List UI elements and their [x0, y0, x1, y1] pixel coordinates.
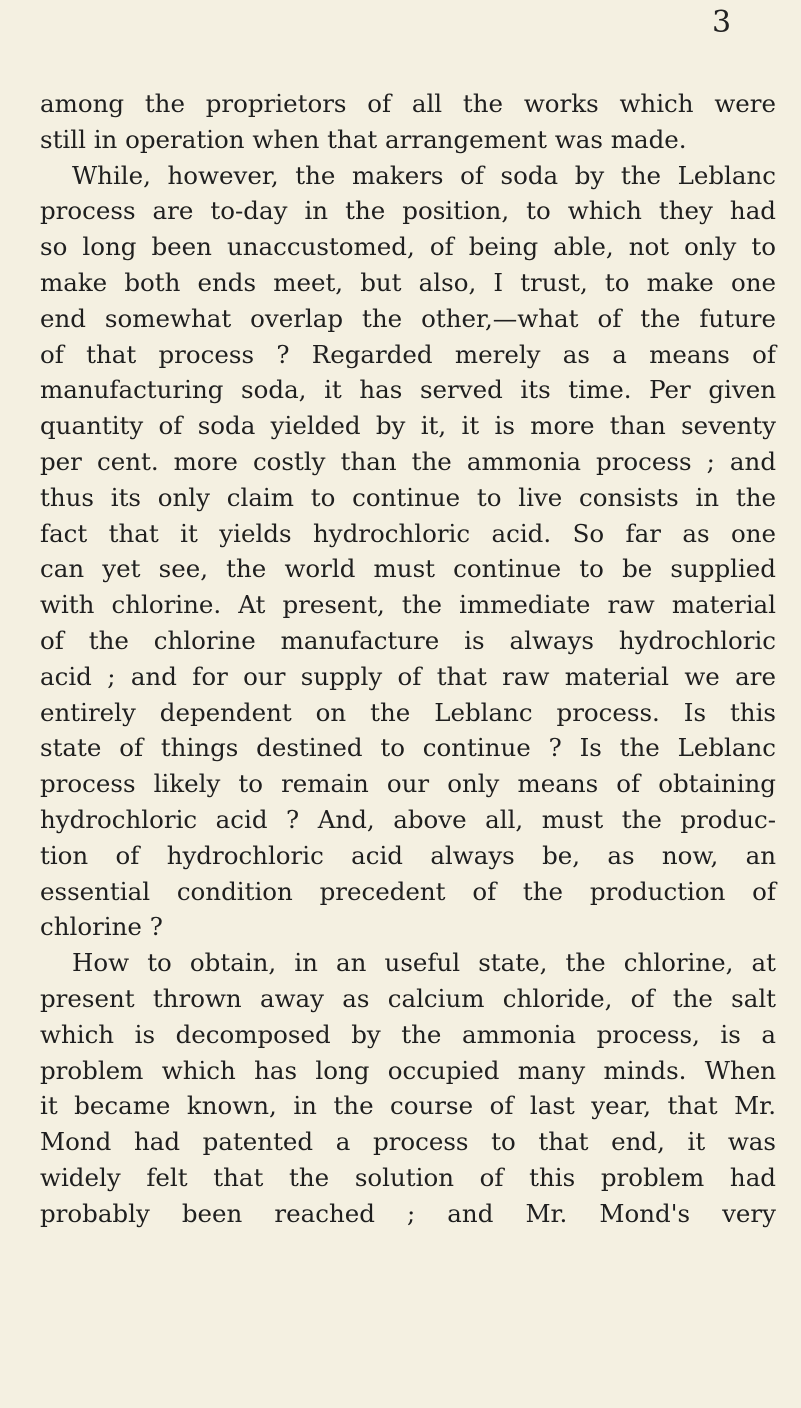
text-line: manufacturing soda, it has served its time. Per given: [40, 375, 776, 405]
text-line: tion of hydrochloric acid always be, as now, an: [40, 840, 776, 870]
text-line: make both ends meet, but also, I trust, to make one: [40, 267, 776, 297]
text-line: While, however, the makers of soda by the Leblanc: [72, 160, 776, 190]
text-line: so long been unaccustomed, of being able, not only to: [40, 232, 776, 262]
text-line: quantity of soda yielded by it, it is more than seventy: [40, 411, 776, 441]
text-line: widely felt that the solution of this problem had: [40, 1162, 776, 1192]
text-line: end somewhat overlap the other,—what of the future: [40, 303, 776, 333]
text-line: Mond had patented a process to that end, it was: [40, 1127, 776, 1157]
text-line: with chlorine. At present, the immediate raw material: [40, 590, 776, 620]
text-line: still in operation when that arrangement was made.: [40, 124, 687, 154]
text-line: fact that it yields hydrochloric acid. So far as one: [40, 518, 776, 548]
text-line: can yet see, the world must continue to be supplied: [40, 554, 776, 584]
text-line: essential condition precedent of the production of: [40, 876, 776, 906]
page-number: 3: [712, 5, 732, 40]
text-line: probably been reached ; and Mr. Mond's very: [40, 1198, 776, 1228]
text-line: it became known, in the course of last year, that Mr.: [40, 1091, 776, 1121]
text-line: which is decomposed by the ammonia process, is a: [40, 1019, 776, 1049]
text-line: acid ; and for our supply of that raw material we are: [40, 661, 776, 691]
text-line: problem which has long occupied many minds. When: [40, 1055, 776, 1085]
text-line: chlorine ?: [40, 912, 163, 942]
text-line: of the chlorine manufacture is always hydrochloric: [40, 625, 776, 655]
text-line: process are to-day in the position, to which they had: [40, 196, 776, 226]
text-line: state of things destined to continue ? Is the Leblanc: [40, 733, 776, 763]
text-line: of that process ? Regarded merely as a means of: [40, 339, 776, 369]
body-text: [40, 86, 776, 1232]
text-line: hydrochloric acid ? And, above all, must the produc-: [40, 804, 776, 834]
text-line: per cent. more costly than the ammonia process ; and: [40, 446, 776, 476]
text-line: process likely to remain our only means of obtaining: [40, 769, 776, 799]
text-line: present thrown away as calcium chloride, of the salt: [40, 983, 776, 1013]
text-line: How to obtain, in an useful state, the chlorine, at: [72, 948, 776, 978]
text-line: entirely dependent on the Leblanc process. Is this: [40, 697, 776, 727]
text-line: thus its only claim to continue to live consists in the: [40, 482, 776, 512]
text-line: among the proprietors of all the works which were: [40, 89, 776, 118]
